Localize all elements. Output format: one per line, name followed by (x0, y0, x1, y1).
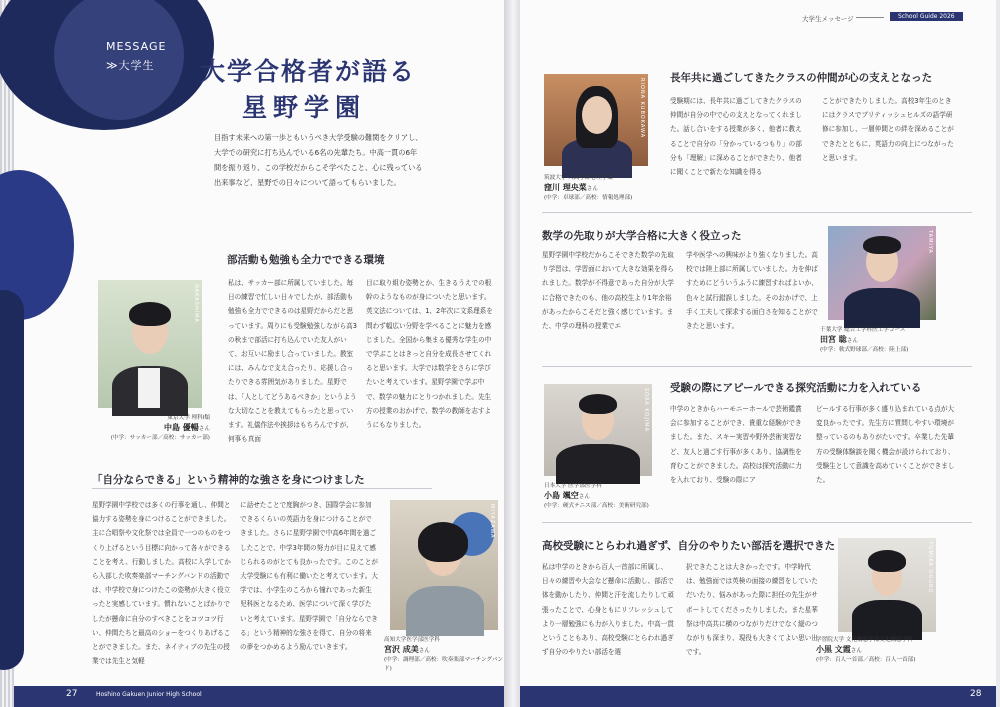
caption-name: 宮沢 成美 (384, 645, 419, 654)
student-caption (544, 174, 664, 203)
caption-clubs: (中学：サッカー部／高校：サッカー部) (110, 435, 210, 441)
student-caption (384, 636, 504, 674)
article-title: 高校受験にとらわれ過ぎず、自分のやりたい部活を選択できた (542, 540, 836, 552)
divider (542, 366, 972, 367)
left-page (14, 0, 506, 707)
student-caption (816, 636, 966, 665)
article-body: 受験期には、長年共に過ごしてきたクラスの仲間が自分の中で心の支えとなってくれました。話し合いをする授業が多く、他者に教えることで自分の「分かっているつもり」の部分も「理解」に深めることができたり、他者に聞くことで新たな知識を得る (670, 97, 802, 177)
caption-clubs: (中学：卓球部／高校：情報処理部) (544, 195, 633, 201)
article-body: 択できたことは大きかったです。中学時代は、勉強面では英検の面接の練習をしていただいたり、悩みがあった際に担任の先生がサポートしてくださったりしました。また星華祭は中高共に横のつながりだけでなく縦のつながりも深まり、現役も大きくてよい思い出です。 (686, 563, 818, 657)
article-body: 私は中学のときから百人一首部に所属し、日々の練習や大会など懸命に活動し、部活で体を動かしたり、仲間と汗を流したりして頑張ったことで、心身ともにリフレッシュしてより一層勉強にも力が入りました。中高一貫ということもあり、高校受験にとらわれ過ぎず自分のやりたい部活を選 (542, 563, 674, 657)
article-body: 星野学園中学校だからこそできた数学の先取り学習は、学習面において大きな効果を得られました。数学が不得意であった自分が大学に合格できたのも、他の高校生より1年余裕があったからこそだと強く感じています。また、中学の理科の授業でエ (542, 251, 674, 331)
caption-school: 東京大学 理科Ⅰ類 (167, 415, 210, 421)
divider (542, 522, 972, 523)
caption-clubs: (中学：軟式野球部／高校：陸上部) (820, 347, 909, 353)
caption-name: 小黒 文霞 (816, 645, 851, 654)
caption-honorific: さん (850, 648, 862, 654)
footer-school-name: Hoshino Gakuen Junior High School (96, 691, 202, 698)
student-photo (544, 384, 652, 476)
decor-bar (0, 290, 24, 670)
page-number: 28 (970, 689, 982, 699)
student-photo (838, 538, 936, 632)
article-body: 星野学園中学校では多くの行事を通し、仲間と協力する姿勢を身につけることができました。主に合唱祭や文化祭では全員で一つのものをつくり上げるという目標に向かって各々ができることを考え、行動しました。高校に入学してから入部した吹奏楽部マーチングバンドの活動では、中学校で身につけたこの姿勢が大きく役立ったと実感しています。慣れないことばかりでしたが懸命に自分のすべきことをコツコツ行い、仲間たちと最高のショーをつくりあげることができました。また、ネイティブの先生の授業では先生と気軽 (92, 501, 231, 666)
guide-badge: School Guide 2026 (890, 12, 963, 21)
caption-clubs: (中学：硬式テニス部／高校：美術研究部) (544, 503, 649, 509)
photo-name-vertical: TAMIYA (927, 230, 933, 254)
student-caption (544, 482, 684, 511)
caption-name: 小島 颯空 (544, 491, 579, 500)
student-photo (98, 280, 202, 408)
photo-name-vertical: SORA KOJIMA (643, 388, 649, 433)
caption-school: 高知大学医学部医学科 (384, 637, 440, 643)
caption-honorific: さん (418, 648, 430, 654)
student-caption (110, 414, 210, 443)
divider (92, 488, 432, 489)
page-title-line2: 星野学園 (242, 93, 367, 122)
caption-school: 学習院大学 文化構想学部文化構想学科 (816, 637, 913, 643)
student-photo (828, 226, 936, 320)
article-title: 長年共に過ごしてきたクラスの仲間が心の支えとなった (670, 72, 933, 84)
student-photo (544, 74, 648, 166)
student-caption (820, 326, 960, 355)
caption-name: 中島 優暢 (164, 423, 199, 432)
photo-name-vertical: NAKASHIMA (193, 284, 199, 323)
message-sublabel: ≫大学生 (106, 59, 155, 72)
article-body: 目に取り組む姿勢とか、生きるうえでの根幹のようなものが身についたと思います。英文法については、1、2年次に文系理系を問わず幅広い分野を学べることに魅力を感じました。全国から集まる優秀な学生の中で学ぶことはきっと自分を成長させてくれると思います。大学では数学をさらに学びたいと考えています。星野学園で学ぶ中で、数学の魅力にとりつかれました。先生方の授業のおかげで、数学の教師を志すようにもなりました。 (366, 279, 493, 430)
intro-lead: 目指す未来への第一歩ともいうべき大学受験の難関をクリアし、大学での研究に打ち込んでいる6名の先輩たち。中高一貫の6年間を振り返り、この学校だからこそ学べたこと、心に残っている出来事など、星野での日々について語ってもらいました。 (214, 133, 423, 187)
caption-school: 筑波大学 人間学群心理学類 (544, 175, 613, 181)
caption-honorific: さん (578, 494, 590, 500)
article-body: 中学のときからハーモニーホールで芸術鑑賞会に参加することができ、貴重な経験ができました。また、スキー実習や野外芸術実習など、友人と過ごす行事が多くあり、協調性を育むことができました。高校は探究活動に力を入れており、受験の際にア (670, 405, 802, 485)
caption-honorific: さん (586, 186, 598, 192)
right-page (520, 0, 996, 707)
caption-school: 千葉大学 総合工学科医工学コース (820, 327, 906, 333)
message-label (106, 40, 166, 73)
student-photo (390, 500, 498, 630)
caption-school: 日本大学 医学部医学科 (544, 483, 602, 489)
photo-name-vertical: RIONA KUBOKAWA (639, 78, 645, 139)
caption-name: 田宮 聡 (820, 335, 847, 344)
footer-bar (14, 686, 506, 707)
article-title: 「自分ならできる」という精神的な強さを身につけました (92, 474, 365, 486)
message-text: MESSAGE (106, 40, 167, 53)
article-body: ことができたりしました。高校3年生のときにはクラスでブリティッシュヒルズの語学研修に参加し、一層仲間との絆を深めることができたとともに、英語力の向上につながったと思います。 (822, 97, 954, 162)
photo-name-vertical: MIYAZAWA (489, 504, 495, 539)
article-body: ピールする行事が多く盛り込まれている点が大変良かったです。先生方に質問しやすい環境が整っているのもありがたいです。卒業した先輩方の受験体験談を聞く機会が設けられており、受験生として意識を高めていくことができました。 (816, 405, 955, 485)
header-divider (856, 17, 884, 18)
caption-clubs: (中学：百人一首部／高校：百人一首部) (816, 657, 916, 663)
caption-honorific: さん (198, 426, 210, 432)
article-body: に話せたことで度胸がつき、国際学会に参加できるくらいの英語力を身につけることができました。さらに星野学園で中高6年間を過ごしたことで、中学3年間の努力が目に見えて感じられるのがとても良かったです。このことが大学受験にも有利に働いたと考えています。大学では、小学生のころから憧れであった新生児科医となるため、医学について深く学びたいと考えています。星野学園で「自分ならできる」という精神的な強さを得て、自分の将来の夢をつかめるよう励んでいきます。 (240, 501, 378, 652)
photo-name-vertical: FUMIKA OGURO (927, 542, 933, 594)
article-title: 部活動も勉強も全力でできる環境 (227, 254, 385, 266)
page-title-line1: 大学合格者が語る (200, 57, 417, 86)
article-title: 数学の先取りが大学合格に大きく役立った (542, 230, 742, 242)
caption-name: 窪川 理央菜 (544, 183, 587, 192)
page-number: 27 (66, 689, 78, 699)
article-body: 学や医学への興味がより強くなりました。高校では陸上部に所属していました。力を伸ばすためにどういうふうに練習すればよいか、色々と試行錯誤しました。そのおかげで、上手く工夫して探求する面白さを知ることができたと思います。 (686, 251, 818, 331)
article-title: 受験の際にアピールできる探究活動に力を入れている (670, 382, 922, 394)
caption-honorific: さん (846, 338, 858, 344)
section-header: 大学生メッセージ (802, 15, 854, 23)
footer-bar (520, 686, 996, 707)
article-body: 私は、サッカー部に所属していました。毎日の練習で忙しい日々でしたが、部活動も勉強も全力でできるのは星野だからだと思っています。周りにも受験勉強しながら高3の秋まで部活に打ち込んでいた友人がいて、お互いに励まし合っていました。教室には、みんなで支え合ったり、応援し合ったりできる雰囲気がありました。星野では、「人としてどうあるべきか」というような大切なことを教えてもらったと思っています。礼儀作法や挨拶はもちろんですが、何事も真面 (228, 279, 357, 444)
caption-clubs: (中学：調理部／高校：吹奏楽部マーチングバンド) (384, 657, 503, 672)
divider (542, 212, 972, 213)
